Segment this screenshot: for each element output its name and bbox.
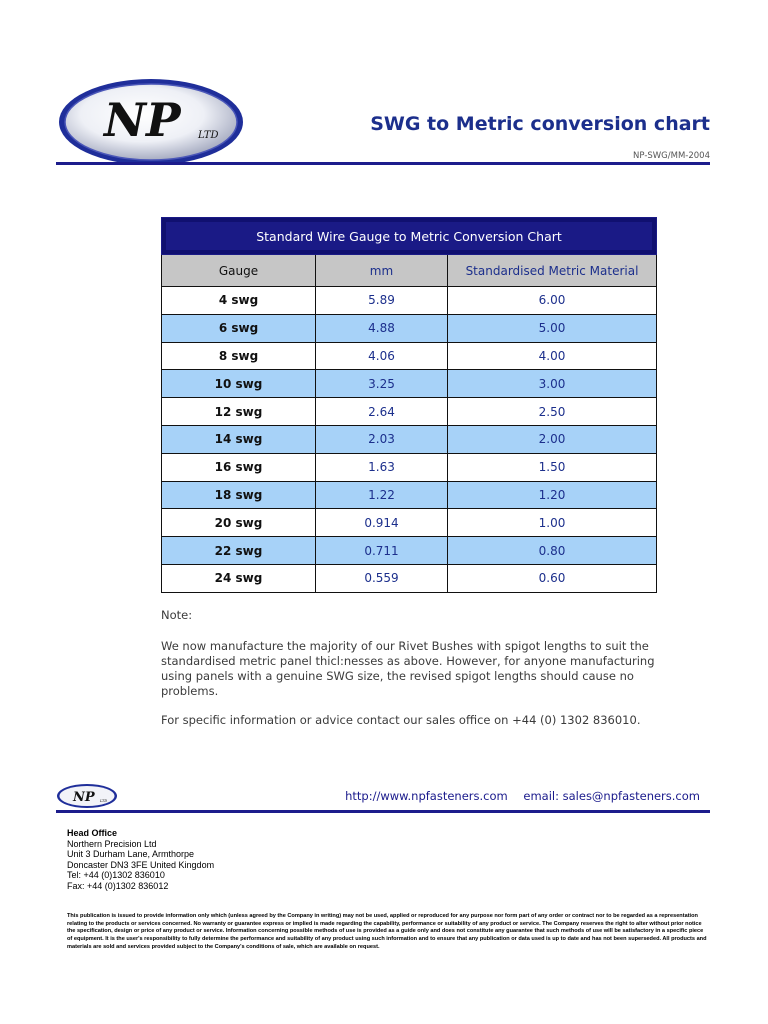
metric-cell: 3.00 [448, 370, 657, 398]
mm-cell: 0.914 [316, 509, 448, 537]
gauge-cell: 20 swg [162, 509, 316, 537]
column-header-mm: mm [316, 255, 448, 287]
metric-cell: 1.20 [448, 481, 657, 509]
gauge-cell: 16 swg [162, 453, 316, 481]
column-header-gauge: Gauge [162, 255, 316, 287]
document-title: SWG to Metric conversion chart [370, 113, 710, 135]
gauge-cell: 14 swg [162, 425, 316, 453]
table-row [162, 425, 657, 453]
table-row [162, 342, 657, 370]
metric-cell: 4.00 [448, 342, 657, 370]
note-contact-paragraph: For specific information or advice contact our sales office on +44 (0) 1302 836010. [161, 713, 641, 727]
metric-cell: 1.00 [448, 509, 657, 537]
table-caption: Standard Wire Gauge to Metric Conversion Chart [162, 218, 657, 255]
address-heading: Head Office [67, 828, 118, 838]
footer-logo-subtext: LTD [100, 799, 108, 803]
footer-logo [56, 783, 118, 809]
conversion-table [161, 217, 657, 593]
table-row [162, 509, 657, 537]
table-row [162, 314, 657, 342]
table-row [162, 398, 657, 426]
metric-cell: 5.00 [448, 314, 657, 342]
head-office-address [67, 828, 214, 892]
gauge-cell: 8 swg [162, 342, 316, 370]
metric-cell: 0.80 [448, 537, 657, 565]
address-line: Northern Precision Ltd [67, 838, 157, 849]
metric-cell: 2.00 [448, 425, 657, 453]
company-logo [56, 76, 246, 168]
gauge-cell: 24 swg [162, 564, 316, 592]
gauge-cell: 10 swg [162, 370, 316, 398]
mm-cell: 0.711 [316, 537, 448, 565]
address-line: Unit 3 Durham Lane, Armthorpe [67, 849, 195, 860]
note-label: Note: [161, 608, 193, 622]
email-link[interactable]: email: sales@npfasteners.com [523, 789, 700, 803]
gauge-cell: 4 swg [162, 287, 316, 315]
mm-cell: 3.25 [316, 370, 448, 398]
logo-text: NP [104, 93, 181, 147]
contact-line [345, 789, 700, 803]
table-row [162, 481, 657, 509]
mm-cell: 2.64 [316, 398, 448, 426]
gauge-cell: 12 swg [162, 398, 316, 426]
metric-cell: 0.60 [448, 564, 657, 592]
table-row [162, 287, 657, 315]
metric-cell: 6.00 [448, 287, 657, 315]
column-header-standardised: Standardised Metric Material [448, 255, 657, 287]
table-row [162, 564, 657, 592]
gauge-cell: 6 swg [162, 314, 316, 342]
footer-divider [56, 810, 710, 813]
table-row [162, 537, 657, 565]
gauge-cell: 22 swg [162, 537, 316, 565]
header-divider [56, 162, 710, 165]
gauge-cell: 18 swg [162, 481, 316, 509]
footer-logo-text: NP [73, 790, 95, 805]
mm-cell: 1.63 [316, 453, 448, 481]
fax: Fax: +44 (0)1302 836012 [67, 880, 169, 891]
mm-cell: 4.06 [316, 342, 448, 370]
mm-cell: 2.03 [316, 425, 448, 453]
address-line: Doncaster DN3 3FE United Kingdom [67, 859, 215, 870]
telephone: Tel: +44 (0)1302 836010 [67, 870, 165, 881]
document-reference: NP-SWG/MM-2004 [633, 151, 710, 161]
note-paragraph: We now manufacture the majority of our Rivet Bushes with spigot lengths to suit the standardised metric panel thicl:nesses as above. However, for anyone manufacturing using panels with a genuine SWG size, the revised spigot lengths should cause no problems. [161, 639, 655, 698]
website-link[interactable]: http://www.npfasteners.com [345, 789, 508, 803]
note-section [161, 608, 661, 742]
mm-cell: 0.559 [316, 564, 448, 592]
mm-cell: 1.22 [316, 481, 448, 509]
mm-cell: 4.88 [316, 314, 448, 342]
mm-cell: 5.89 [316, 287, 448, 315]
table-row [162, 370, 657, 398]
metric-cell: 1.50 [448, 453, 657, 481]
disclaimer-text: This publication is issued to provide information only which (unless agreed by the Company in writing) may not be used, applied or reproduced for any purpose nor form part of any order or contract nor to be regarded as a representation relating to the products or services concerned. No warranty or guarantee express or implied is made regarding the capability, performance or suitability of any product or service. The Company reserves the right to alter without prior notice the specification, design or price of any product or service. Information concerning possible methods of use is provided as a guide only and does not constitute any guarantee that such methods of use will be satisfactory in a specific piece of equipment. It is the user's responsibility to fully determine the performance and suitability of any product using such information and to ensure that any publication or data used is up to date and has not been superseded. All products and materials are sold and services provided subject to the Company's conditions of sale, which are available on request. [67, 913, 707, 950]
table-row [162, 453, 657, 481]
metric-cell: 2.50 [448, 398, 657, 426]
logo-subtext: LTD [198, 130, 219, 141]
